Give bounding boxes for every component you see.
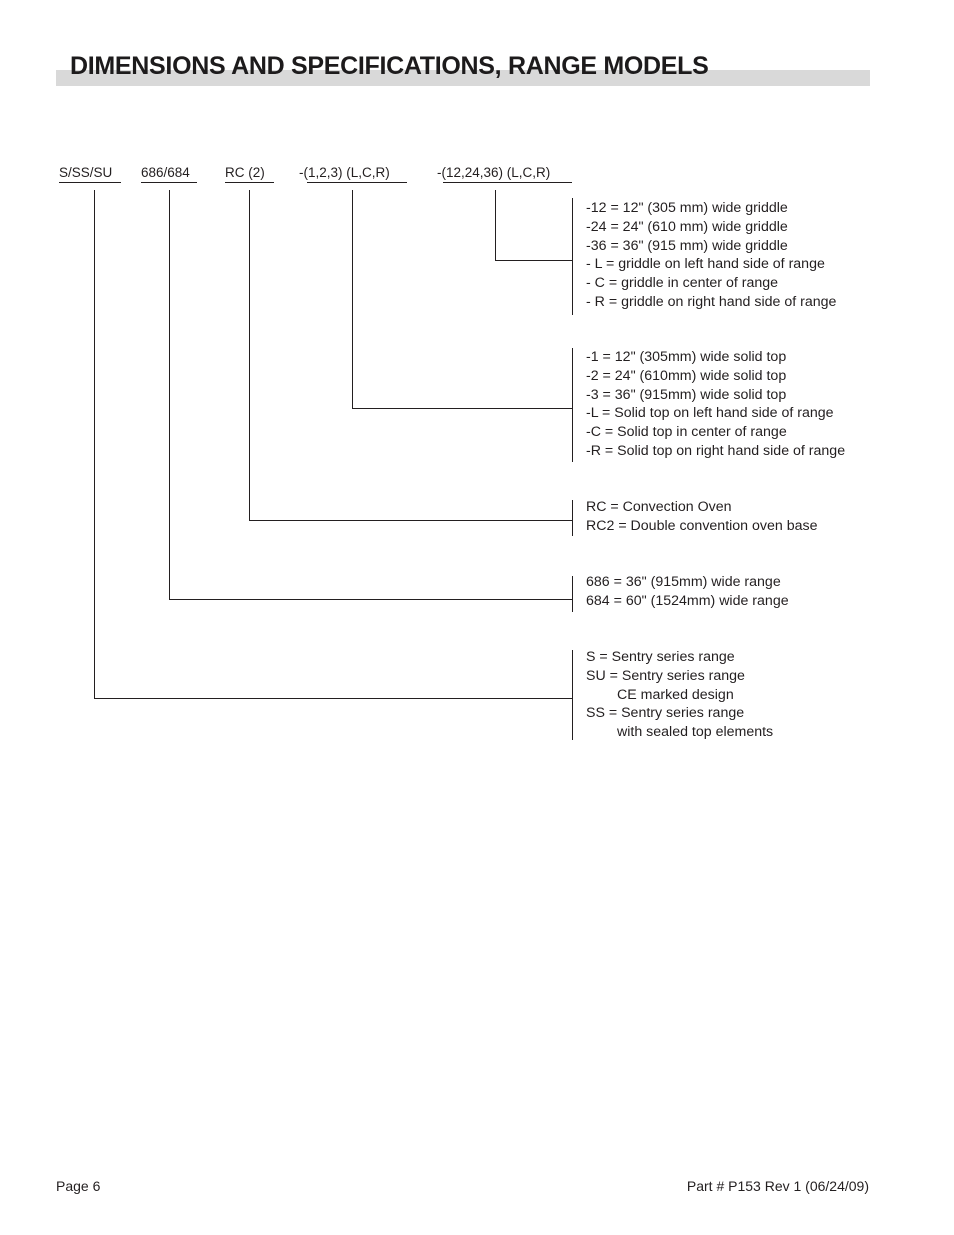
desc-line: -L = Solid top on left hand side of range [586, 405, 834, 422]
desc-griddle [586, 199, 836, 312]
desc-width [586, 573, 789, 611]
footer-page-number: Page 6 [56, 1178, 101, 1194]
desc-line: -3 = 36" (915mm) wide solid top [586, 386, 787, 403]
desc-line: -2 = 24" (610mm) wide solid top [586, 367, 787, 384]
desc-line: -24 = 24" (610 mm) wide griddle [586, 218, 788, 235]
desc-line: - C = griddle in center of range [586, 275, 779, 292]
desc-line: -R = Solid top on right hand side of range [586, 442, 846, 459]
desc-line: - L = griddle on left hand side of range [586, 256, 825, 273]
desc-line: RC = Convection Oven [586, 499, 732, 515]
desc-line: -36 = 36" (915 mm) wide griddle [586, 237, 788, 254]
desc-line: - R = griddle on right hand side of range [586, 293, 837, 310]
desc-line: 684 = 60" (1524mm) wide range [586, 592, 789, 609]
desc-line: -12 = 12" (305 mm) wide griddle [586, 200, 788, 216]
page-title: DIMENSIONS AND SPECIFICATIONS, RANGE MODELS [70, 52, 709, 80]
desc-line: 686 = 36" (915mm) wide range [586, 574, 781, 590]
desc-line: with sealed top elements [617, 724, 774, 741]
desc-solid-top [586, 348, 845, 461]
code-label-width: 686/684 [141, 165, 190, 180]
desc-line: RC2 = Double convention oven base [586, 517, 818, 534]
code-label-griddle: -(12,24,36) (L,C,R) [437, 165, 551, 180]
desc-line: -1 = 12" (305mm) wide solid top [586, 349, 787, 365]
desc-line: -C = Solid top in center of range [586, 424, 787, 441]
desc-series [586, 648, 773, 742]
code-label-series: S/SS/SU [59, 165, 113, 180]
code-label-oven: RC (2) [225, 165, 265, 180]
code-label-solid-top: -(1,2,3) (L,C,R) [299, 165, 390, 180]
desc-line: CE marked design [617, 686, 734, 703]
desc-oven [586, 498, 818, 536]
desc-line: SS = Sentry series range [586, 705, 745, 722]
desc-line: SU = Sentry series range [586, 667, 745, 684]
footer-part-number: Part # P153 Rev 1 (06/24/09) [686, 1178, 869, 1194]
desc-line: S = Sentry series range [586, 649, 735, 665]
